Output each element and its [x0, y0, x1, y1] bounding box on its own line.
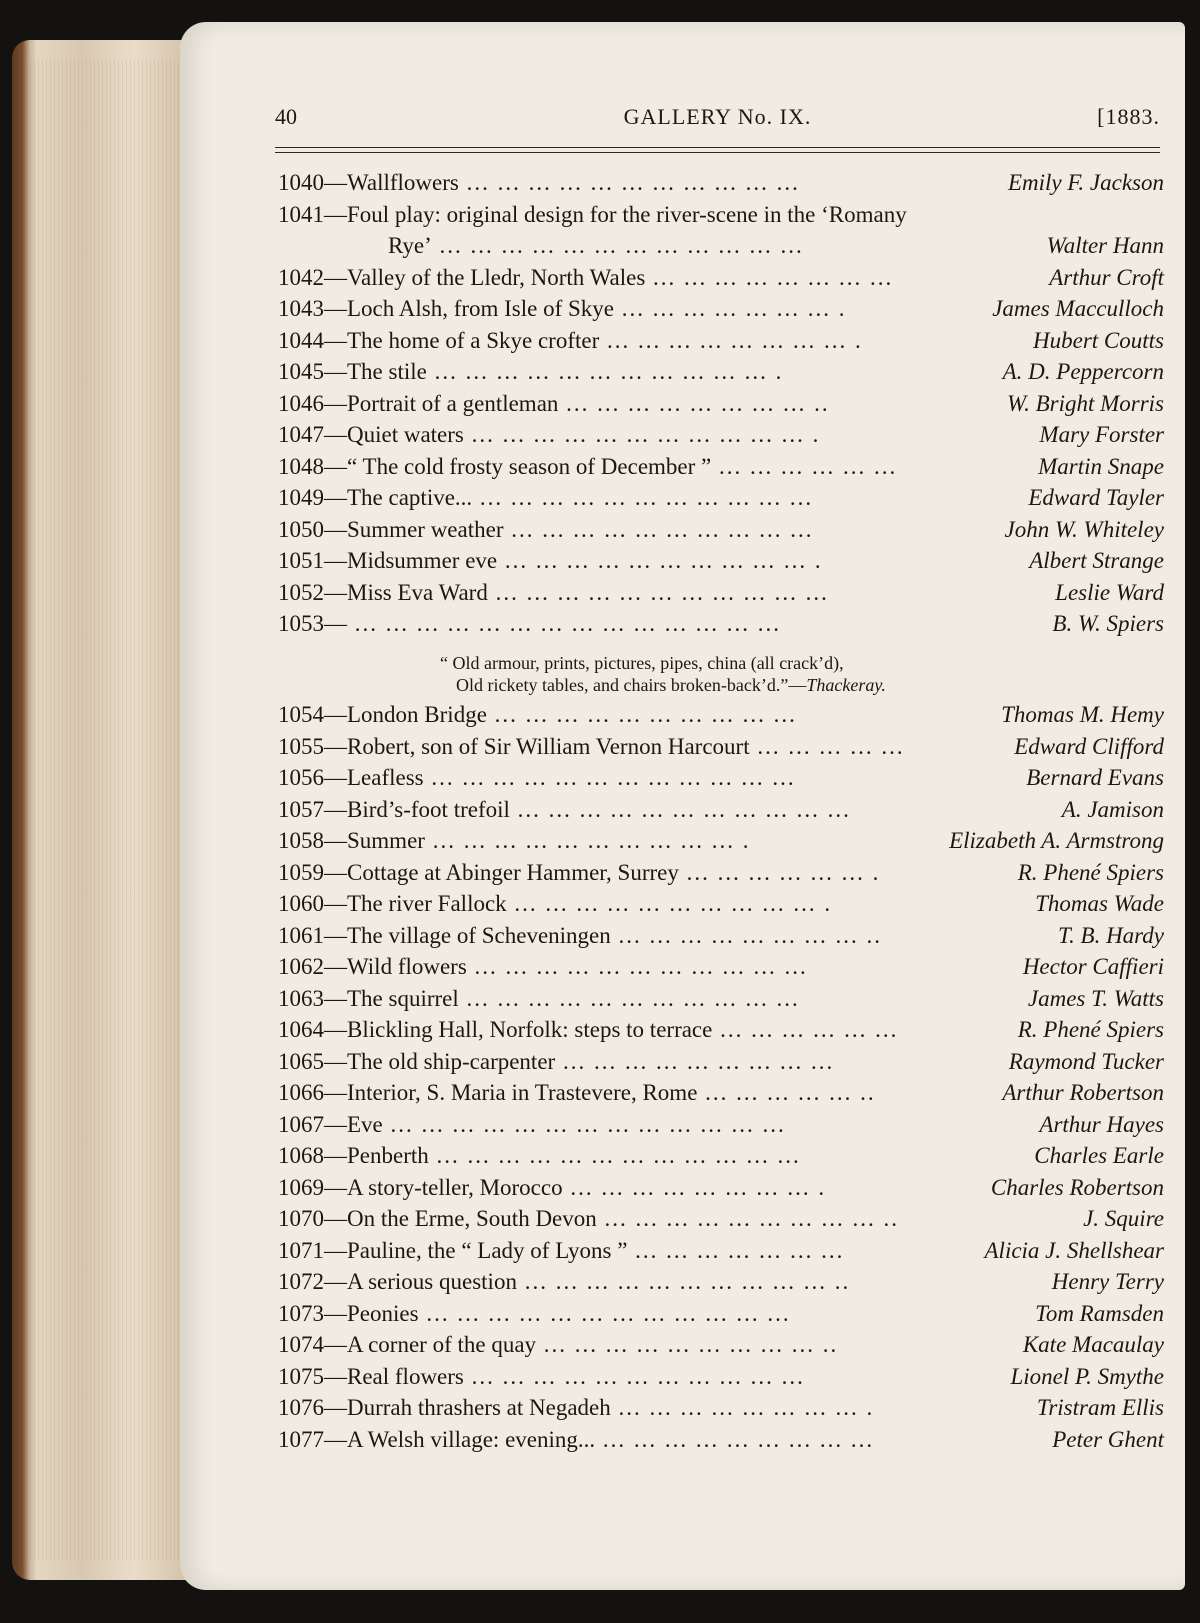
- catalogue-entry: [278, 1236, 1164, 1268]
- entry-title: [278, 1269, 850, 1295]
- leader-dots: ... ... ... ... ... ... ...: [627, 1237, 845, 1263]
- entry-title: [278, 580, 829, 606]
- entry-title-text: 1072—A serious question: [278, 1269, 517, 1294]
- entry-title-text: 1077—A Welsh village: evening...: [278, 1426, 596, 1452]
- entry-artist-name: Thomas M. Hemy: [1001, 702, 1164, 727]
- entry-artist-name: Hector Caffieri: [1022, 954, 1164, 979]
- entry-title-text: 1059—Cottage at Abinger Hammer, Surrey: [278, 859, 679, 885]
- entry-artist-name: Tristram Ellis: [1036, 1395, 1164, 1420]
- leader-dots: ... ... ... ... ... ... ... ... ... ... ... ...: [423, 765, 796, 790]
- entry-title-text: 1063—The squirrel: [278, 985, 459, 1011]
- entry-title-text: 1064—Blickling Hall, Norfolk: steps to terrace: [278, 1017, 713, 1042]
- catalogue-entry: [278, 483, 1164, 515]
- catalogue-entries-group-b: [278, 700, 1164, 1456]
- leader-dots: ... ... ... ... ... ... ... ... ... ... ... .: [426, 359, 784, 384]
- entry-title-text: 1073—Peonies: [278, 1300, 419, 1326]
- entry-artist-name: Edward Tayler: [1028, 485, 1164, 510]
- entry-artist: [1003, 359, 1164, 385]
- entry-title: [278, 1332, 838, 1358]
- leader-dots: ... ... ... ... ... ... ... ... ... ... ...: [458, 985, 800, 1011]
- leader-dots: ... ... ... ... ... ..: [697, 1080, 876, 1105]
- entry-artist: [1037, 1395, 1164, 1421]
- entry-artist: [1014, 734, 1164, 760]
- entry-title: [278, 202, 907, 228]
- entry-artist: [1052, 1269, 1164, 1295]
- leader-dots: ... ... ... ... ... ... ... ... ... ... ... ... ... ...: [347, 611, 781, 636]
- catalogue-entry: [278, 1110, 1164, 1142]
- catalogue-entry: [278, 609, 1164, 641]
- entry-title: [278, 954, 808, 980]
- entry-title: [278, 1143, 801, 1169]
- leader-dots: ... ... ... ... ... ...: [712, 1017, 899, 1042]
- entry-title: [278, 1364, 805, 1390]
- entry-title: [278, 702, 797, 728]
- entry-title-text: 1076—Durrah thrashers at Negadeh: [278, 1395, 611, 1420]
- entry-artist-name: Lionel P. Smythe: [1010, 1363, 1164, 1389]
- entry-artist-name: R. Phené Spiers: [1017, 859, 1164, 885]
- entry-title: [388, 233, 804, 259]
- leader-dots: ... ... ... ... ... ... ... ... ... ... ...: [463, 1363, 805, 1389]
- entry-title: [278, 891, 832, 917]
- leader-dots: ... ... ... ... ... ... ... ... ... ... ...: [458, 170, 800, 195]
- entry-title-text: 1069—A story-teller, Morocco: [278, 1174, 563, 1200]
- entry-title-text: 1067—Eve: [278, 1111, 383, 1137]
- leader-dots: ... ... ... ... ... ... ... ... ..: [558, 390, 830, 416]
- leader-dots: ... ... ... ... ... ... ... ... ...: [555, 1048, 835, 1074]
- catalogue-entry: [278, 984, 1164, 1016]
- catalogue-entry: [278, 858, 1164, 890]
- leader-dots: ... ... ... ... ... ... ... ... ... ...: [503, 516, 814, 542]
- entry-artist: [1034, 1143, 1164, 1169]
- leader-dots: ... ... ... ... ... ... ... ... ... ... ...: [487, 579, 829, 605]
- entry-artist: [1002, 1080, 1164, 1106]
- leader-dots: ... ... ... ... ... ... ... ... ... ... ...: [472, 485, 814, 510]
- catalogue-entry: [278, 1299, 1164, 1331]
- entry-artist-name: Tom Ramsden: [1035, 1300, 1164, 1326]
- leader-dots: ... ... ... ... ... ... ... ... ..: [610, 922, 883, 948]
- entry-artist-name: Albert Strange: [1029, 548, 1164, 573]
- entry-title-text: 1051—Midsummer eve: [278, 548, 498, 573]
- entry-title-text: 1044—The home of a Skye crofter: [278, 327, 600, 353]
- entry-artist-name: Bernard Evans: [1026, 765, 1164, 790]
- entry-artist: [1029, 548, 1164, 574]
- entry-title-text: 1047—Quiet waters: [278, 422, 464, 447]
- entry-artist: [1001, 702, 1164, 728]
- entry-title: [278, 797, 851, 823]
- entry-artist-name: Arthur Robertson: [1002, 1080, 1164, 1105]
- leader-dots: ... ... ... ... ... ... ... ... .: [599, 327, 863, 353]
- entry-title: [278, 454, 897, 480]
- catalogue-entry: [278, 1425, 1164, 1457]
- catalogue-entry: [278, 452, 1164, 484]
- entry-title-text: 1070—On the Erme, South Devon: [278, 1206, 597, 1231]
- entry-title-text: 1040—Wallflowers: [278, 170, 459, 195]
- catalogue-entry: [278, 326, 1164, 358]
- entry-artist: [949, 828, 1164, 854]
- entry-title-text: 1075—Real flowers: [278, 1363, 464, 1389]
- catalogue-entry: [278, 921, 1164, 953]
- catalogue-entry: [278, 1204, 1164, 1236]
- quote-line-2-text: Old rickety tables, and chairs broken-back’d.”—: [456, 675, 807, 695]
- entry-artist-name: A. D. Peppercorn: [1002, 359, 1164, 384]
- entry-artist-name: T. B. Hardy: [1057, 922, 1164, 948]
- leader-dots: ... ... ... ... ... ... ... ... ... ...: [486, 702, 797, 727]
- entry-artist: [1039, 1112, 1164, 1138]
- entry-title: [278, 548, 823, 574]
- entry-artist-name: Thomas Wade: [1035, 891, 1164, 916]
- entry-title-text: 1061—The village of Scheveningen: [278, 922, 611, 948]
- entry-title-text: 1054—London Bridge: [278, 702, 487, 727]
- entry-artist: [991, 1175, 1164, 1201]
- entry-title-text: 1074—A corner of the quay: [278, 1332, 537, 1357]
- entry-artist: [1035, 1301, 1164, 1327]
- catalogue-entry: [278, 700, 1164, 732]
- entry-artist-name: Alicia J. Shellshear: [984, 1237, 1164, 1263]
- entry-title: [278, 1175, 826, 1201]
- entry-title: [278, 1206, 899, 1232]
- entry-artist: [1039, 422, 1164, 448]
- leader-dots: ... ... ... ... ... ... ... ... .: [562, 1174, 827, 1200]
- catalogue-entry: [278, 578, 1164, 610]
- entry-title-text: 1057—Bird’s-foot trefoil: [278, 796, 510, 822]
- thackeray-quote: [440, 652, 1040, 696]
- entry-artist: [1007, 391, 1164, 417]
- catalogue-entry: [278, 546, 1164, 578]
- leader-dots: ... ... ... ... ... ... ... ... ... ..: [536, 1332, 839, 1357]
- leader-dots: ... ... ... ... ... ... ... .: [614, 296, 847, 321]
- entry-title-text: 1065—The old ship-carpenter: [278, 1048, 556, 1074]
- leader-dots: ... ... ... ... ... ... ... ... ...: [595, 1426, 875, 1452]
- entry-artist-name: A. Jamison: [1061, 796, 1164, 822]
- catalogue-entry: [278, 1267, 1164, 1299]
- entry-artist-name: Charles Robertson: [990, 1174, 1164, 1200]
- page-edge-texture: [30, 60, 180, 1560]
- entry-artist-name: Arthur Croft: [1049, 264, 1164, 290]
- entry-artist-name: Kate Macaulay: [1022, 1332, 1164, 1357]
- entry-artist: [1010, 1364, 1164, 1390]
- entry-artist: [1035, 891, 1164, 917]
- catalogue-entries-group-a: [278, 168, 1164, 641]
- entry-title-text: 1052—Miss Eva Ward: [278, 579, 488, 605]
- leader-dots: ... ... ... ... ... ... ... ... ... ... .: [497, 548, 823, 573]
- entry-artist-name: B. W. Spiers: [1052, 611, 1164, 636]
- entry-title: [278, 1112, 786, 1138]
- entry-title: [278, 986, 800, 1012]
- catalogue-entry: [278, 294, 1164, 326]
- catalogue-entry: [278, 1173, 1164, 1205]
- catalogue-entry: [278, 826, 1164, 858]
- entry-artist-name: James T. Watts: [1027, 985, 1164, 1011]
- entry-artist: [1023, 1332, 1164, 1358]
- leader-dots: ... ... ... ... ... ... ... ... ... ... .: [424, 828, 751, 853]
- entry-title-text: 1041—Foul play: original design for the river-scene in the ‘Romany: [278, 201, 907, 227]
- entry-artist-name: Emily F. Jackson: [1007, 170, 1164, 195]
- leader-dots: ... ... ... ... ... ... ... ... ... ... ... ...: [428, 1143, 801, 1168]
- entry-artist: [1047, 233, 1164, 259]
- entry-artist: [1049, 265, 1164, 291]
- entry-title-text: 1049—The captive...: [278, 485, 473, 510]
- catalogue-entry: [278, 1141, 1164, 1173]
- year-label: [1883.: [1097, 104, 1160, 129]
- entry-artist: [1033, 328, 1164, 354]
- catalogue-entry: [278, 763, 1164, 795]
- entry-title-text: 1071—Pauline, the “ Lady of Lyons ”: [278, 1237, 628, 1263]
- entry-title: [278, 611, 781, 637]
- entry-title-text: Rye’: [388, 233, 432, 258]
- leader-dots: ... ... ... ... ... ... ... ... ... ..: [596, 1206, 900, 1231]
- entry-title-text: 1058—Summer: [278, 828, 425, 853]
- entry-title-text: 1053—: [278, 611, 347, 636]
- entry-artist: [1052, 1427, 1164, 1453]
- catalogue-entry: [278, 515, 1164, 547]
- entry-artist-name: Mary Forster: [1039, 422, 1164, 447]
- entry-artist: [1018, 860, 1164, 886]
- running-header: [275, 104, 1160, 140]
- leader-dots: ... ... ... ... ... ... .: [678, 859, 881, 885]
- catalogue-entry: [278, 889, 1164, 921]
- entry-title: [278, 485, 813, 511]
- entry-artist-name: Peter Ghent: [1052, 1426, 1164, 1452]
- catalogue-entry: [278, 1362, 1164, 1394]
- leader-dots: ... ... ... ... ... ... ... ... ... ... ... ... ...: [382, 1111, 786, 1137]
- entry-title: [278, 170, 800, 196]
- catalogue-entry: [278, 732, 1164, 764]
- catalogue-entry: [278, 231, 1164, 263]
- entry-artist: [1023, 954, 1164, 980]
- entry-artist: [1026, 765, 1164, 791]
- entry-title-text: 1048—“ The cold frosty season of December ”: [278, 453, 712, 479]
- entry-artist: [1038, 454, 1164, 480]
- entry-title-text: 1055—Robert, son of Sir William Vernon Harcourt: [278, 733, 750, 759]
- entry-title-text: 1066—Interior, S. Maria in Trastevere, Rome: [278, 1080, 698, 1105]
- leader-dots: ... ... ... ... ...: [749, 733, 905, 759]
- quote-line-1: “ Old armour, prints, pictures, pipes, china (all crack’d),: [440, 653, 844, 673]
- entry-title: [278, 923, 882, 949]
- entry-artist-name: Elizabeth A. Armstrong: [949, 828, 1164, 853]
- entry-artist: [1005, 517, 1164, 543]
- entry-title: [278, 359, 783, 385]
- entry-title: [278, 1301, 791, 1327]
- leader-dots: ... ... ... ... ... ... ... ... ... ... .: [506, 891, 833, 916]
- entry-artist-name: Arthur Hayes: [1039, 1111, 1164, 1137]
- entry-title-text: 1042—Valley of the Lledr, North Wales: [278, 264, 646, 290]
- entry-title-text: 1068—Penberth: [278, 1143, 429, 1168]
- entry-title-text: 1045—The stile: [278, 359, 427, 384]
- leader-dots: ... ... ... ... ... ... ... ... ... ... ... ...: [418, 1300, 791, 1326]
- entry-title-text: 1043—Loch Alsh, from Isle of Skye: [278, 296, 615, 321]
- leader-dots: ... ... ... ... ... ... ... ... ... ... ...: [509, 796, 851, 822]
- entry-artist-name: J. Squire: [1083, 1206, 1164, 1231]
- entry-artist: [985, 1238, 1165, 1264]
- entry-artist-name: Walter Hann: [1046, 233, 1164, 258]
- leader-dots: ... ... ... ... ... ... ... ...: [645, 264, 894, 290]
- entry-title: [278, 1080, 876, 1106]
- entry-title-text: 1062—Wild flowers: [278, 954, 467, 979]
- header-rule-thin: [275, 152, 1160, 153]
- entry-artist: [1028, 986, 1164, 1012]
- entry-artist-name: Raymond Tucker: [1008, 1048, 1164, 1074]
- entry-title: [278, 765, 796, 791]
- entry-title: [278, 1238, 844, 1264]
- entry-artist-name: John W. Whiteley: [1004, 516, 1164, 542]
- entry-artist-name: Hubert Coutts: [1033, 327, 1164, 353]
- entry-title: [278, 1017, 898, 1043]
- entry-title-text: 1060—The river Fallock: [278, 891, 507, 916]
- entry-title: [278, 734, 905, 760]
- entry-title: [278, 391, 830, 417]
- entry-artist-name: R. Phené Spiers: [1017, 1017, 1164, 1042]
- entry-artist: [1028, 485, 1164, 511]
- entry-title-text: 1050—Summer weather: [278, 516, 504, 542]
- leader-dots: ... ... ... ... ... ... ... ... ... ... ...: [466, 954, 808, 979]
- entry-title: [278, 517, 813, 543]
- catalogue-entry: [278, 200, 1164, 232]
- catalogue-entry: [278, 1047, 1164, 1079]
- page-number: 40: [275, 104, 297, 129]
- entry-artist: [1062, 797, 1164, 823]
- entry-artist: [1055, 580, 1164, 606]
- entry-title: [278, 1427, 874, 1453]
- entry-artist-name: James Macculloch: [992, 296, 1164, 321]
- entry-title-text: 1046—Portrait of a gentleman: [278, 390, 559, 416]
- catalogue-entry: [278, 263, 1164, 295]
- leader-dots: ... ... ... ... ... ... ... ... .: [610, 1395, 875, 1420]
- entry-artist: [1052, 611, 1164, 637]
- header-rule-thick: [275, 147, 1160, 148]
- entry-artist: [992, 296, 1164, 322]
- entry-title: [278, 1049, 834, 1075]
- catalogue-entry: [278, 389, 1164, 421]
- leader-dots: ... ... ... ... ... ... ... ... ... ... ..: [516, 1269, 851, 1294]
- catalogue-entry: [278, 420, 1164, 452]
- gallery-title: GALLERY No. IX.: [623, 104, 812, 129]
- quote-line-2: [440, 674, 1040, 696]
- entry-artist-name: Leslie Ward: [1055, 579, 1164, 605]
- entry-title: [278, 828, 750, 854]
- entry-title: [278, 1395, 874, 1421]
- entry-artist: [1008, 170, 1164, 196]
- entry-artist-name: W. Bright Morris: [1007, 390, 1164, 416]
- entry-artist: [1009, 1049, 1164, 1075]
- entry-artist-name: Henry Terry: [1051, 1269, 1164, 1294]
- entry-title-text: 1056—Leafless: [278, 765, 424, 790]
- entry-title: [278, 265, 893, 291]
- catalogue-entry: [278, 357, 1164, 389]
- entry-artist: [1058, 923, 1164, 949]
- catalogue-entry: [278, 1330, 1164, 1362]
- entry-title: [278, 328, 863, 354]
- entry-title: [278, 296, 847, 322]
- entry-title: [278, 422, 820, 448]
- catalogue-entry: [278, 952, 1164, 984]
- leader-dots: ... ... ... ... ... ... ... ... ... ... ... ...: [431, 233, 804, 258]
- quote-attribution: Thackeray.: [806, 675, 886, 695]
- catalogue-entry: [278, 1015, 1164, 1047]
- entry-title: [278, 860, 880, 886]
- entry-artist: [1083, 1206, 1164, 1232]
- leader-dots: ... ... ... ... ... ...: [711, 453, 898, 479]
- catalogue-entry: [278, 795, 1164, 827]
- entry-artist-name: Charles Earle: [1034, 1143, 1164, 1168]
- entry-artist-name: Edward Clifford: [1014, 733, 1164, 759]
- catalogue-entry: [278, 168, 1164, 200]
- catalogue-entry: [278, 1078, 1164, 1110]
- entry-artist: [1018, 1017, 1164, 1043]
- entry-artist-name: Martin Snape: [1038, 453, 1164, 479]
- catalogue-entry: [278, 1393, 1164, 1425]
- leader-dots: ... ... ... ... ... ... ... ... ... ... ... .: [463, 422, 821, 447]
